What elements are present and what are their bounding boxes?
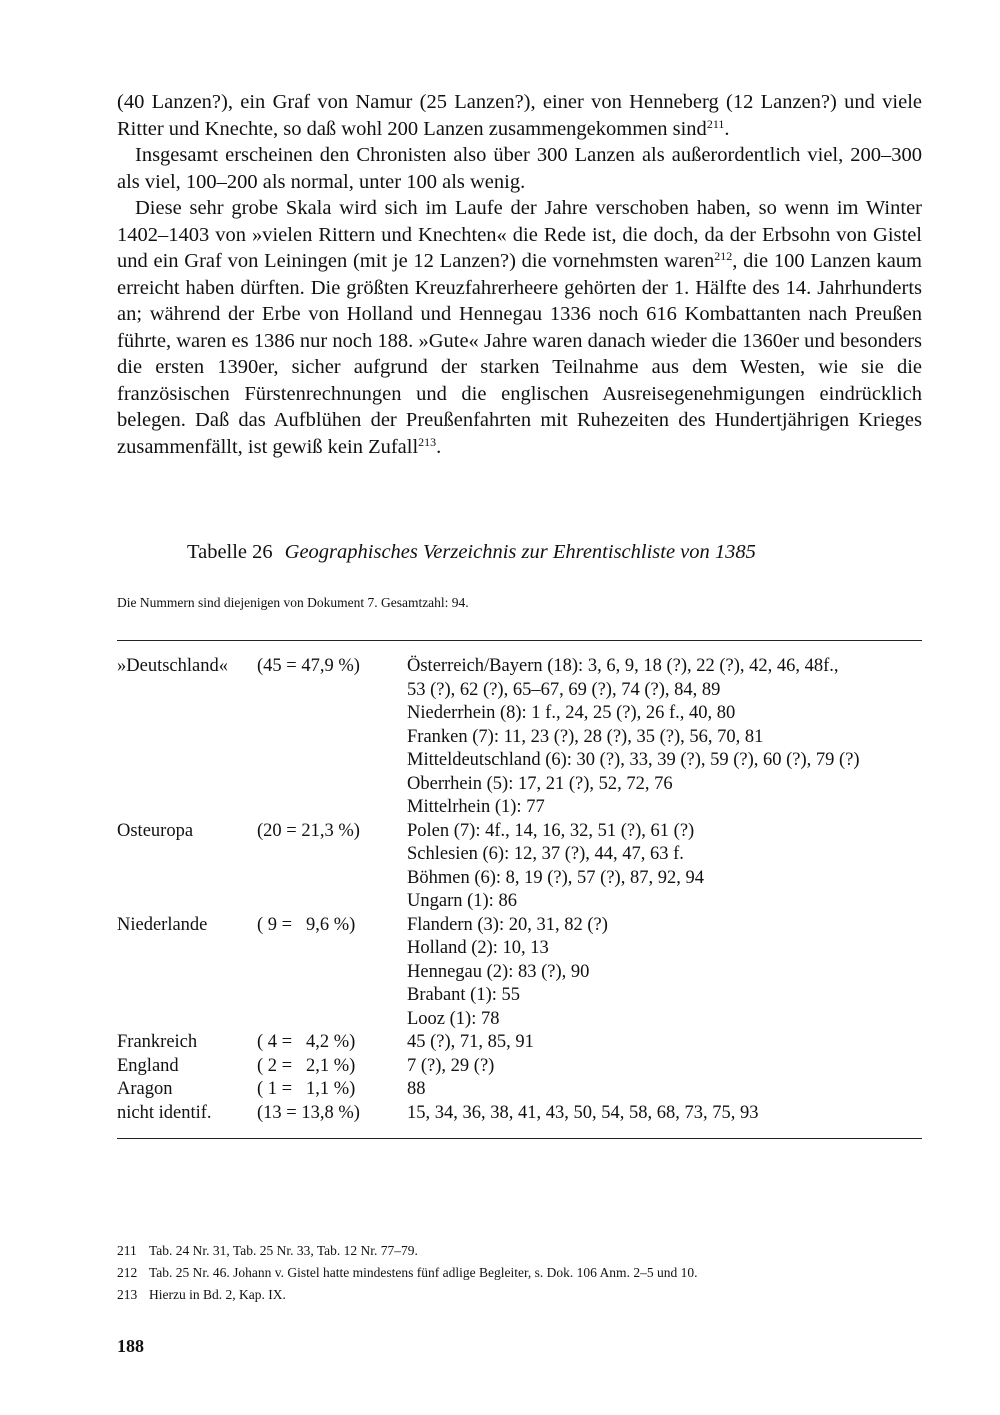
entries-cell [407,820,922,914]
entries-cell [407,1078,922,1102]
table-caption [187,541,922,564]
paragraph-3-tail: , die 100 Lanzen kaum erreicht haben dürften. Die größten Kreuzfahrerheere gehörten der 1. Hälfte des 14. Jahrhunderts an; während der Erbe von Holland und Hennegau 1336 noch 616 Kombattanten nach Preußen führte, waren es 1386 nur noch 188. »Gute« Jahre waren danach wieder die 1360er und besonders die ersten 1390er, sicher aufgrund der starken Teilnahme aus dem Westen, wie sie die französischen Fürstenrechnungen und die englischen Ausreisegenehmigungen eindrücklich belegen. Daß das Aufblühen der Preußenfahrten mit Ruhezeiten des Hundertjährigen Krieges zusammenfällt, ist gewiß kein Zufall [117,250,922,458]
paragraph-1 [117,89,922,142]
entries-cell [407,1102,922,1126]
entry-line: Mitteldeutschland (6): 30 (?), 33, 39 (?), 59 (?), 60 (?), 79 (?) [407,750,860,770]
table-row [117,820,922,914]
paragraph-3 [117,195,922,460]
entry-line: 7 (?), 29 (?) [407,1055,495,1076]
table-title: Geographisches Verzeichnis zur Ehrentischliste von 1385 [284,541,756,563]
entry-line: Looz (1): 78 [407,1008,500,1029]
entry-line: 53 (?), 62 (?), 65–67, 69 (?), 74 (?), 84, 89 [407,679,721,700]
region-cell: nicht identif. [117,1102,212,1123]
footnote-text: Tab. 25 Nr. 46. Johann v. Gistel hatte mindestens fünf adlige Begleiter, s. Dok. 106 Anm. 2–5 und 10. [149,1265,698,1280]
entry-line: Niederrhein (8): 1 f., 24, 25 (?), 26 f., 40, 80 [407,703,736,723]
table-top-rule [117,640,922,641]
count-cell: ( 1 = 1,1 %) [257,1079,356,1099]
table-row [117,655,922,820]
footnote-number: 211 [117,1243,137,1258]
entry-line: Mittelrhein (1): 77 [407,797,545,817]
region-cell: Niederlande [117,914,208,935]
table-note: Die Nummern sind diejenigen von Dokument 7. Gesamtzahl: 94. [117,595,469,610]
count-cell: (20 = 21,3 %) [257,820,360,841]
footnote-ref-211: 211 [706,116,725,131]
entry-line: 88 [407,1079,426,1099]
region-cell: Frankreich [117,1032,198,1052]
region-cell: England [117,1055,179,1076]
geographic-table [117,655,922,1125]
body-text [117,89,922,460]
page-number: 188 [117,1336,144,1356]
entries-cell [407,1031,922,1055]
footnote-212 [117,1262,922,1284]
table-row [117,914,922,1032]
table-row [117,1078,922,1102]
entry-line: Ungarn (1): 86 [407,891,517,911]
count-cell: ( 9 = 9,6 %) [257,914,356,935]
entries-cell [407,655,922,820]
count-cell: (13 = 13,8 %) [257,1102,360,1123]
table-row [117,1102,922,1126]
region-cell: »Deutschland« [117,656,228,676]
footnote-text: Tab. 24 Nr. 31, Tab. 25 Nr. 33, Tab. 12 Nr. 77–79. [149,1243,418,1258]
paragraph-3-text: Diese sehr grobe Skala wird sich im Laufe der Jahre verschoben haben, so wenn im Winter 1402–1403 von »vielen Rittern und Knechten« die Rede ist, die doch, da der Erbsohn von Gistel und ein Graf von Leiningen (mit je 12 Lanzen?) die vornehmsten waren [117,197,922,272]
entries-cell [407,914,922,1032]
paragraph-1-tail: . [724,117,730,140]
entries-cell [407,1055,922,1079]
footnote-213 [117,1284,922,1306]
paragraph-3-end: . [436,435,442,458]
entry-line: Holland (2): 10, 13 [407,938,549,958]
entry-line: Schlesien (6): 12, 37 (?), 44, 47, 63 f. [407,844,684,864]
entry-line: Polen (7): 4f., 14, 16, 32, 51 (?), 61 (?) [407,820,695,841]
footnotes [117,1240,922,1306]
table-row [117,1031,922,1055]
footnote-number: 213 [117,1287,138,1302]
region-cell: Osteuropa [117,820,194,841]
entry-line: Flandern (3): 20, 31, 82 (?) [407,914,608,935]
footnote-number: 212 [117,1265,138,1280]
entry-line: Franken (7): 11, 23 (?), 28 (?), 35 (?), 56, 70, 81 [407,726,764,747]
table-row [117,1055,922,1079]
table-bottom-rule [117,1138,922,1139]
footnote-ref-213: 213 [418,434,437,449]
entry-line: Österreich/Bayern (18): 3, 6, 9, 18 (?), 22 (?), 42, 46, 48f., [407,656,839,676]
paragraph-1-text: (40 Lanzen?), ein Graf von Namur (25 Lanzen?), einer von Henneberg (12 Lanzen?) und viele Ritter und Knechte, so daß wohl 200 Lanzen zusammengekommen sind [117,91,922,140]
entry-line: Brabant (1): 55 [407,985,521,1005]
footnote-ref-212: 212 [714,249,733,263]
table-label: Tabelle 26 [187,541,273,563]
entry-line: Oberrhein (5): 17, 21 (?), 52, 72, 76 [407,773,673,794]
count-cell: ( 4 = 4,2 %) [257,1032,356,1052]
footnote-text: Hierzu in Bd. 2, Kap. IX. [149,1287,286,1302]
entry-line: Hennegau (2): 83 (?), 90 [407,961,590,982]
count-cell: (45 = 47,9 %) [257,656,360,676]
paragraph-2 [117,142,922,195]
entry-line: Böhmen (6): 8, 19 (?), 57 (?), 87, 92, 94 [407,867,704,888]
paragraph-2-text: Insgesamt erscheinen den Chronisten also über 300 Lanzen als außerordentlich viel, 200–300 als viel, 100–200 als normal, unter 100 als wenig. [117,144,922,193]
entry-line: 45 (?), 71, 85, 91 [407,1032,534,1052]
entry-line: 15, 34, 36, 38, 41, 43, 50, 54, 58, 68, 73, 75, 93 [407,1102,759,1123]
count-cell: ( 2 = 2,1 %) [257,1055,356,1076]
footnote-211 [117,1240,922,1262]
region-cell: Aragon [117,1079,173,1099]
